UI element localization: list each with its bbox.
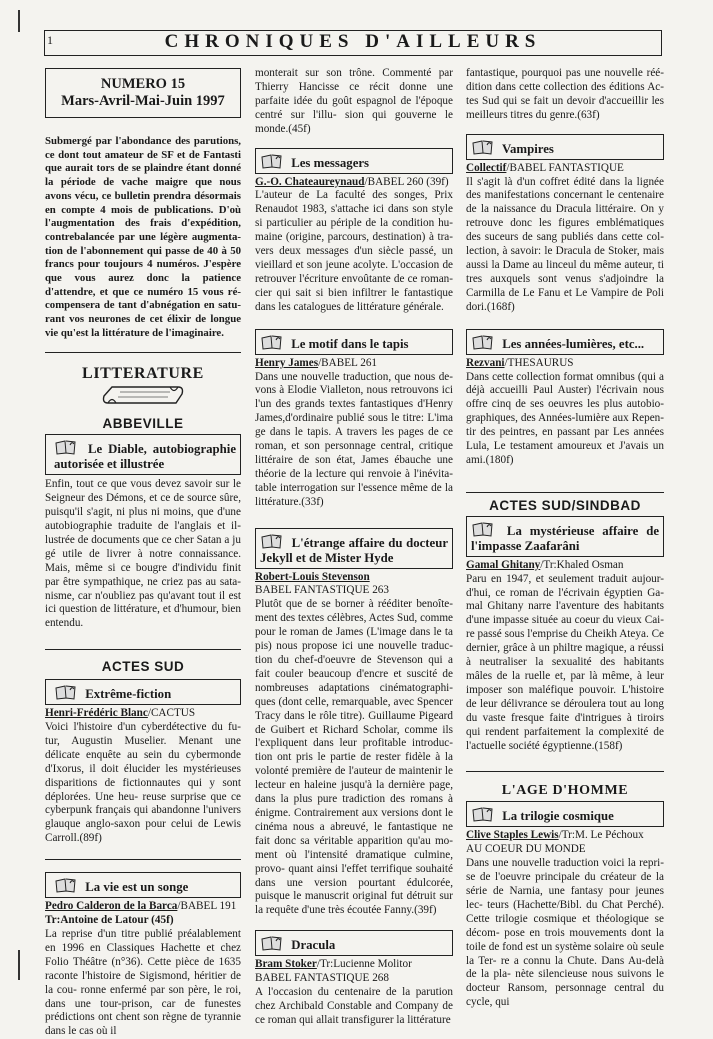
author: Henry James (255, 356, 319, 369)
article-title: Le motif dans le tapis (291, 336, 409, 351)
author: Collectif (466, 161, 507, 174)
publisher: /BABEL 261 (318, 356, 378, 369)
author: Bram Stoker (255, 958, 317, 971)
book-icon (260, 153, 284, 170)
author: Rezvani (466, 356, 505, 369)
book-icon (471, 334, 495, 351)
issue-dates: Mars-Avril-Mai-Juin 1997 (61, 93, 225, 109)
divider (45, 859, 241, 860)
article-title: La vie est un songe (85, 880, 189, 895)
page-title: CHRONIQUES D'AILLEURS (164, 31, 542, 52)
publisher: /BABEL 191 (177, 900, 237, 913)
article-body: La reprise d'un titre publié préalablement en 1996 en Classiques Hachette et chez Folio Théâtre (n°36). Cette pièce de 1635 raconte l'histoire de Sigismond, héritier de la cou- ronne enfermé par son père, le roi, dans une tour-prison, car de funestes prédictions ont chent son règne de tyrannie dans le cas où il (45, 928, 241, 1038)
article-body: Dans une nouvelle traduction voici la repri- se de l'oeuvre principale du créateur de la série de Narnia, une fantasy pour jeunes lec- teurs (Hachette/Bibl. du Chat Perché). Cette trilogie cosmique et théologique se décom- pose en trois mouvements dont la toile de fond est un système solaire où seule la Ter- re a connu la Chute. Dans Au-delà de la pla- nète silencieuse nous suivons le docteur Ransom, personnage central du cycle, qui (466, 857, 664, 1009)
publisher: /CACTUS (147, 707, 196, 720)
article-title: Dracula (291, 938, 336, 953)
translator: /Tr:Khaled Osman (540, 558, 624, 571)
article-byline (45, 707, 241, 721)
article-body: Dans cette collection format omnibus (qui a déjà accueilli Paul Auster) l'écrivain nous offre cinq de ses oeuvres les plus autobio- graphiques, des Années-lumière aux Repen- tir des peintres, en passant par Les années Lula, Le testament amoureux et J'avais un ami.(180f) (466, 370, 664, 466)
column-2 (255, 67, 453, 1028)
article-title: Le Diable, autobiographie autorisée et illustrée (54, 442, 236, 472)
author: G.-O. Chateaureynaud (255, 175, 365, 188)
book-icon (54, 684, 78, 701)
article-title-box (466, 516, 664, 557)
article-title: Les années-lumières, etc... (502, 336, 645, 351)
article-body: Paru en 1947, et seulement traduit aujour- d'hui, ce roman de l'écrivain égyptien Ga- mal Ghitany narre l'aventure des habitants d'une impasse située au coeur du vieux Cai- re passé sous l'emprise du Cheikh Ateya. Ce dernier, grâce à un philtre magique, a réussi à neutraliser la sexualité des habitants mâles de la ruelle et, par là même, à leur imposer son maléfique pouvoir. L'histoire de leur délivrance se déroulera tout au long du vaste fresque faite d'intrigues à tiroirs qui rendent parfaitement la complexité de l'actuelle société égyptienne.(158f) (466, 572, 664, 752)
article-title: L'étrange affaire du docteur Jekyll et de Mister Hyde (260, 535, 449, 565)
book-icon (471, 521, 495, 538)
book-icon (260, 935, 284, 952)
article-title-box (255, 930, 453, 956)
article-byline (466, 829, 664, 843)
article-title: Vampires (501, 141, 554, 156)
article-title-box (45, 434, 241, 475)
article-title: Extrême-fiction (85, 687, 172, 702)
book-icon (260, 533, 284, 550)
continued-text: monterait sur son trône. Commenté par Thierry Hancisse ce récit donne une parfaite idée du goût espagnol de l'époque centré sur l'illu- sion qui gouverne le monde.(45f) (255, 67, 453, 135)
section-age-homme: L'AGE D'HOMME (501, 783, 629, 799)
section-abbeville: ABBEVILLE (102, 416, 184, 432)
article-title-box (255, 528, 453, 569)
author: Pedro Calderon de la Barca (45, 900, 178, 913)
article-title-box (466, 134, 664, 160)
section-litterature: LITTERATURE (82, 364, 204, 382)
book-icon (260, 334, 284, 351)
publisher: /THESAURUS (504, 356, 574, 369)
book-icon (471, 139, 495, 156)
editorial-intro: Submergé par l'abondance des parutions, ce dont tout amateur de SF et de Fantasti que aurait tors de se plaindre étant donné la période de vache maigre que nous avons vécu, ce bulletin prendra désormais en compte 4 mois de publications. D'où l'augmentation des frais d'expédition, contrebalancée par une légère augmenta- tion de l'abonnement qui passe de 40 à 50 francs pour toujours 4 numéros. J'espère que vous aurez donc la patience d'attendre, et que ce numéro 15 vous ré- compensera de tant d'abnégation en satu- rant vos neurones de cet élixir de longue vie qu'est la littérature de l'imaginaire. (45, 135, 241, 339)
article-body: Plutôt que de se borner à rééditer benoîte- ment des textes célèbres, Actes Sud, comme pour le roman de James (L'image dans le ta pis) nous propose ici une nouvelle traduc- tion du chef-d'oeuvre de Stevenson qui a fait couler beaucoup d'encre et suscité de nombreuses adaptations cinématographi- ques (dont celle, remarquable, avec Spencer Tracy dans le rôle titre). Guillaume Pigeard de Guibert et Richard Scholar, comme ils l'expliquent dans leur profitable introduc- tion ont pris le partie de rester fidèle à la volonté première de l'auteur de maintenir le lecteur en haleine jusqu'à la dernière page, dans la plus pure tradiction des romans à énigme. Contrairement aux versions dont le cinéma nous a abreuvé, le fantastique ne fait donc sa véritable apparition qu'au mo- ment où l'intensité dramatique culmine, provo- quant ainsi l'effet terrifique souhaité dans une version pourtant édulcorée, puisque le manuscrit original fut détruit sur la requête d'une très écoutée Fanny.(39f) (255, 598, 453, 917)
article-title: La trilogie cosmique (502, 809, 614, 824)
author: Robert-Louis Stevenson (255, 570, 370, 583)
translator: /Tr:M. Le Péchoux (558, 829, 644, 842)
article-title: La mystérieuse affaire de l'impasse Zaafarâni (471, 523, 659, 553)
article-byline (255, 357, 453, 371)
divider (45, 352, 241, 353)
article-title-box (45, 679, 241, 705)
divider (466, 492, 664, 493)
article-byline (466, 357, 664, 371)
book-icon (471, 806, 495, 823)
publisher: AU COEUR DU MONDE (466, 843, 586, 856)
author: Clive Staples Lewis (466, 829, 559, 842)
book-icon (54, 877, 78, 894)
scroll-ornament (45, 382, 241, 413)
author: Henri-Frédéric Blanc (45, 707, 148, 720)
page-number: 1 (47, 33, 53, 47)
article-title-box (466, 329, 664, 355)
issue-number: NUMERO 15 (100, 76, 186, 92)
article-title-box (255, 329, 453, 355)
binder-mark-top (18, 10, 20, 32)
section-actes-sud: ACTES SUD (101, 659, 185, 675)
divider (466, 771, 664, 772)
book-icon (54, 439, 78, 456)
divider (45, 649, 241, 650)
section-actes-sud-sindbad: ACTES SUD/SINDBAD (489, 497, 641, 513)
article-byline (255, 571, 453, 585)
article-byline (255, 176, 453, 190)
column-1 (45, 68, 241, 1039)
article-translator: Tr:Antoine de Latour (45f) (45, 914, 174, 927)
article-byline (255, 958, 453, 972)
article-body: L'auteur de La faculté des songes, Prix Renaudot 1983, s'attache ici dans son style si particulier au périple de la condition hu- maine (origine, parcours, destination) à tra- vers deux messages d'un siècle passé, un vieillard et son jeune acolyte. L'occasion de retrouver l'écriture envoûtante de ce roman- cier qui sait si bien infiltrer le fantastique dans les catalogues de littérature générale. (255, 189, 453, 313)
binder-mark-bottom (18, 950, 20, 980)
column-3 (466, 67, 664, 1010)
article-byline (466, 559, 664, 573)
author: Gamal Ghitany (466, 558, 541, 571)
article-title-box (466, 801, 664, 827)
translator: /Tr:Lucienne Molitor (316, 958, 412, 971)
article-title: Les messagers (291, 155, 370, 170)
article-body: A l'occasion du centenaire de la parution chez Archibald Constable and Company de ce roman qui allait transfigurer la littérature (255, 986, 453, 1026)
article-body: Il s'agit là d'un coffret édité dans la lignée des manifestations concernant le centenaire de la naissance du Dracula littéraire. On y retrouve donc les figures emblématiques des suceurs de sang publiés dans cette col- lection, à savoir: le Dracula de Stoker, mais aussi la Dame au linceul du même auteur, ti tres auxquels sont venus s'adjoindre la Carmilla de Le Fanu et Le Vampire de Poli dori.(168f) (466, 175, 664, 313)
article-body: Dans une nouvelle traduction, que nous de- vons à Elodie Vialleton, nous retrouvons ici l'un des grands textes fantastiques d'Henry James,d'ordinaire publié sous le titre: L'ima ge dans le tapis. A travers les pages de ce roman, et son personnage central, critique littéraire de son état, James ébauche une théorie de la lecture qui renvoie à l'inévita- table interrogation sur l'essence même de la littérature.(33f) (255, 370, 453, 508)
continued-text: fantastique, pourquoi pas une nouvelle réé- dition dans cette collection des éditions Ac- tes Sud qui se fait un devoir d'accueillir les meilleurs titres du genre.(63f) (466, 67, 664, 121)
publisher: BABEL FANTASTIQUE 268 (255, 972, 389, 985)
article-byline (45, 900, 241, 914)
article-byline (466, 162, 664, 176)
article-title-box (255, 148, 453, 174)
publisher: /BABEL FANTASTIQUE (506, 161, 624, 174)
article-title-box (45, 872, 241, 898)
article-body: Voici l'histoire d'un cyberdétective du fu- tur, Augustin Muselier. Menant une délicate enquête au sein du cybermonde d'Ixorus, il doit élucider les mystérieuses disparitions de fictionnautes qui y sont déplorées. Une heu- reuse surprise que ce cyberpunk français qui abandonne l'univers glauque anglo-saxon pour celui de Lewis Carroll.(89f) (45, 721, 241, 845)
article-body: Enfin, tout ce que vous devez savoir sur le Seigneur des Démons, et ce de source sûre, puisqu'il s'agit, ni plus ni moins, que d'une autobiographie traduite de l'anglais et il- lustrée de documents que ce cher Satan a ju gé utile de livrer à notre connaissance. Mais, même si ce bougre d'individu finit par être sympathique, ne criez pas au sata-nisme, car n'oubliez pas qu'avant tout il est ici question de littérature, et d'humour, bien entendu. (45, 478, 241, 630)
issue-box (45, 68, 241, 118)
publisher: BABEL FANTASTIQUE 263 (255, 584, 389, 597)
publisher: /BABEL 260 (39f) (364, 175, 449, 188)
